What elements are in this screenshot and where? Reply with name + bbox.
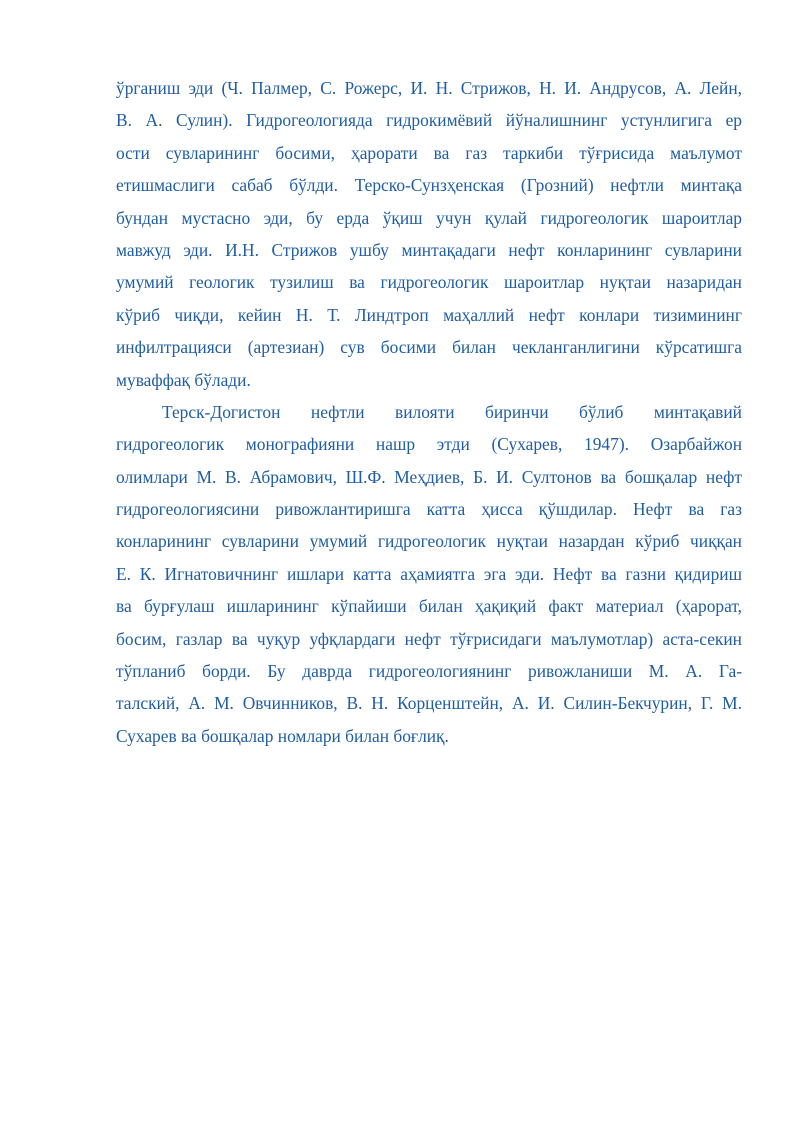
text-line: В. А. Сулин). Гидрогеологияда гидрокимёвий йўналишнинг устунлигига ер — [116, 110, 742, 131]
text-line: олимлари М. В. Абрамович, Ш.Ф. Меҳдиев, Б. И. Султонов ва бошқалар нефт — [116, 466, 742, 487]
text-line: талский, А. М. Овчинников, В. Н. Корценштейн, А. И. Силин-Бекчурин, Г. М. — [116, 693, 742, 714]
text-line: бундан мустасно эди, бу ерда ўқиш учун қулай гидрогеологик шароитлар — [116, 207, 742, 228]
text-line: инфилтрацияси (артезиан) сув босими билан чекланганлигини кўрсатишга — [116, 337, 742, 358]
text-line: конларининг сувларини умумий гидрогеологик нуқтаи назардан кўриб чиққан — [116, 531, 742, 552]
text-line: гидрогеологик монографияни нашр этди (Сухарев, 1947). Озарбайжон — [116, 434, 742, 455]
text-line: муваффақ бўлади. — [116, 369, 251, 390]
text-line: кўриб чиқди, кейин Н. Т. Линдтроп маҳаллий нефт конлари тизимининг — [116, 304, 742, 325]
paragraph-1 — [116, 72, 742, 396]
text-line: Е. К. Игнатовичнинг ишлари катта аҳамиятга эга эди. Нефт ва газни қидириш — [116, 563, 742, 584]
text-line: ва бурғулаш ишларининг кўпайиши билан ҳақиқий факт материал (ҳарорат, — [116, 596, 742, 617]
text-line: Терск-Догистон нефтли вилояти биринчи бўлиб минтақавий — [162, 401, 742, 422]
text-line: тўпланиб борди. Бу даврда гидрогеологиянинг ривожланиши М. А. Га- — [116, 661, 742, 682]
text-line: етишмаслиги сабаб бўлди. Терско-Сунзҳенская (Грозний) нефтли минтақа — [116, 175, 742, 196]
paragraph-2 — [116, 396, 742, 752]
text-line: умумий геологик тузилиш ва гидрогеологик шароитлар нуқтаи назаридан — [116, 272, 742, 293]
text-line: гидрогеологиясини ривожлантиришга катта ҳисса қўшдилар. Нефт ва газ — [116, 499, 742, 520]
text-line: ўрганиш эди (Ч. Палмер, С. Рожерс, И. Н. Стрижов, Н. И. Андрусов, А. Лейн, — [116, 78, 742, 98]
text-line: Сухарев ва бошқалар номлари билан боғлиқ. — [116, 725, 449, 746]
body-text — [116, 72, 742, 752]
text-line: босим, газлар ва чуқур уфқлардаги нефт тўғрисидаги маълумотлар) аста-секин — [116, 628, 742, 649]
text-line: мавжуд эди. И.Н. Стрижов ушбу минтақадаги нефт конларининг сувларини — [116, 239, 742, 260]
text-line: ости сувларининг босими, ҳарорати ва газ таркиби тўғрисида маълумот — [116, 142, 742, 163]
